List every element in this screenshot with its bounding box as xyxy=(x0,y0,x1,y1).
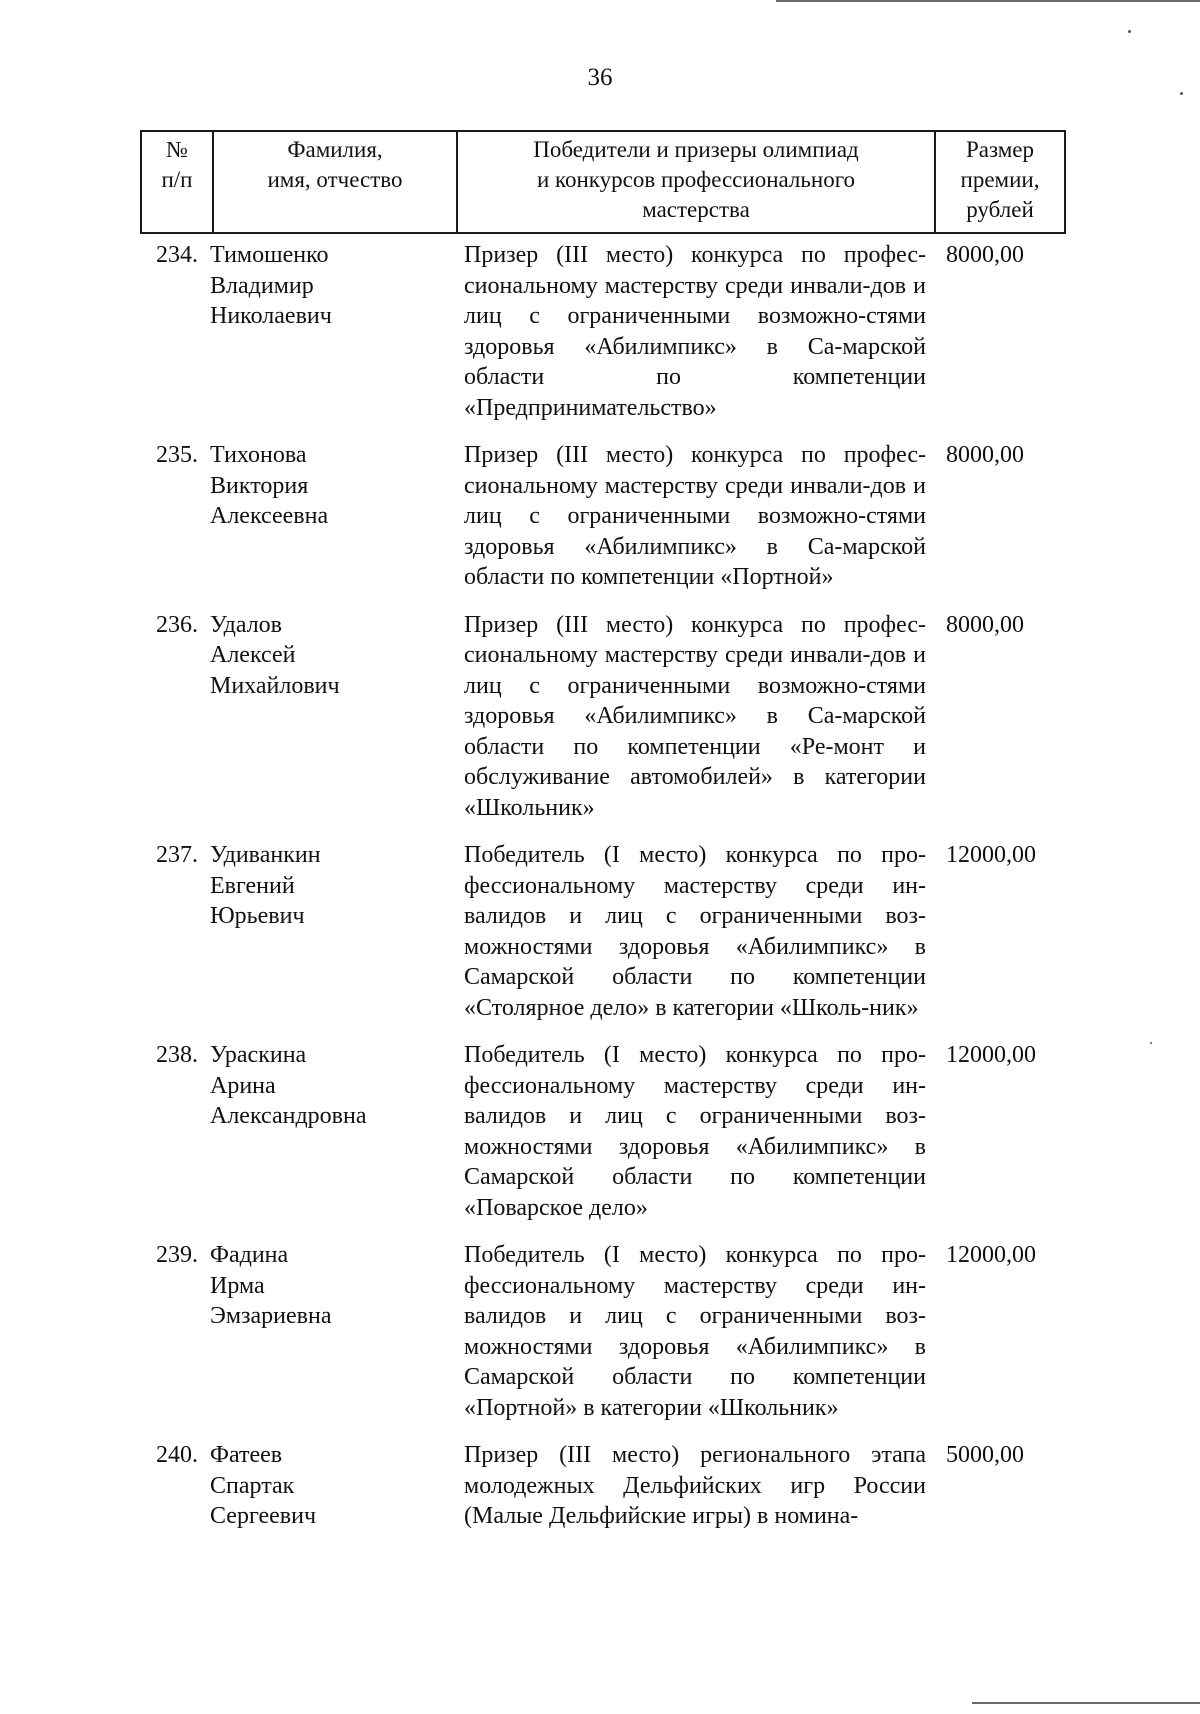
row-number: 236. xyxy=(156,611,198,638)
row-number: 235. xyxy=(156,442,198,468)
table-row xyxy=(140,1040,1066,1223)
awards-table xyxy=(140,130,1066,1549)
header-number: № п/п xyxy=(161,137,193,192)
row-award-amount: 8000,00 xyxy=(946,242,1024,268)
row-full-name: Удалов Алексей Михайлович xyxy=(210,611,340,699)
row-number: 234. xyxy=(156,242,198,268)
table-row xyxy=(140,1240,1066,1423)
row-achievement: Призер (III место) конкурса по профес-сиональному мастерству среди инвали-дов и лиц с ограниченными возможно-стями здоровья «Абилимпикс» в Са-марской области по компетенции «Ре-монт и обслуживание автомобилей» в категории «Школьник» xyxy=(464,611,926,821)
scan-edge-line-bottom xyxy=(972,1702,1200,1704)
scan-edge-line-top xyxy=(776,0,1200,2)
row-award-amount: 5000,00 xyxy=(946,1442,1024,1468)
header-achievement: Победители и призеры олимпиад и конкурсов профессионального мастерства xyxy=(456,132,934,232)
row-award-amount: 12000,00 xyxy=(946,1242,1036,1268)
table-row xyxy=(140,1440,1066,1532)
row-number: 240. xyxy=(156,1442,198,1468)
scan-speck xyxy=(1180,92,1183,95)
table-row xyxy=(140,840,1066,1023)
row-number: 237. xyxy=(156,842,198,868)
scan-speck xyxy=(1128,30,1131,33)
row-achievement: Призер (III место) регионального этапа молодежных Дельфийских игр России (Малые Дельфийские игры) в номина- xyxy=(464,1442,926,1529)
row-full-name: Тихонова Виктория Алексеевна xyxy=(210,442,329,529)
scan-speck xyxy=(1150,1042,1152,1044)
row-achievement: Победитель (I место) конкурса по про-фессиональному мастерству среди ин-валидов и лиц с ограниченными воз-можностями здоровья «Абилимпикс» в Самарской области по компетенции «Столярное дело» в категории «Школь-ник» xyxy=(464,842,926,1021)
row-full-name: Фатеев Спартак Сергеевич xyxy=(210,1442,317,1529)
row-number: 239. xyxy=(156,1242,198,1268)
row-achievement: Призер (III место) конкурса по профес-сиональному мастерству среди инвали-дов и лиц с ограниченными возможно-стями здоровья «Абилимпикс» в Са-марской области по компетенции «Предпринимательство» xyxy=(464,242,926,421)
table-header xyxy=(140,130,1066,234)
header-full-name: Фамилия, имя, отчество xyxy=(212,132,456,232)
table-row xyxy=(140,440,1066,593)
row-full-name: Удиванкин Евгений Юрьевич xyxy=(210,842,321,929)
row-award-amount: 8000,00 xyxy=(946,611,1024,638)
row-number: 238. xyxy=(156,1042,198,1068)
header-award-amount: Размер премии, рублей xyxy=(934,132,1064,232)
table-row xyxy=(140,240,1066,423)
table-row xyxy=(140,610,1066,824)
row-achievement: Победитель (I место) конкурса по про-фессиональному мастерству среди ин-валидов и лиц с ограниченными воз-можностями здоровья «Абилимпикс» в Самарской области по компетенции «Портной» в категории «Школьник» xyxy=(464,1242,926,1421)
row-full-name: Тимошенко Владимир Николаевич xyxy=(210,242,332,329)
row-full-name: Ураскина Арина Александровна xyxy=(210,1042,367,1129)
row-achievement: Призер (III место) конкурса по профес-сиональному мастерству среди инвали-дов и лиц с ограниченными возможно-стями здоровья «Абилимпикс» в Са-марской области по компетенции «Портной» xyxy=(464,442,926,590)
row-award-amount: 12000,00 xyxy=(946,1042,1036,1068)
row-award-amount: 8000,00 xyxy=(946,442,1024,468)
row-achievement: Победитель (I место) конкурса по про-фессиональному мастерству среди ин-валидов и лиц с ограниченными воз-можностями здоровья «Абилимпикс» в Самарской области по компетенции «Поварское дело» xyxy=(464,1042,926,1221)
page-number: 36 xyxy=(587,64,613,91)
row-award-amount: 12000,00 xyxy=(946,842,1036,868)
row-full-name: Фадина Ирма Эмзариевна xyxy=(210,1242,332,1329)
table-body xyxy=(140,240,1066,1532)
